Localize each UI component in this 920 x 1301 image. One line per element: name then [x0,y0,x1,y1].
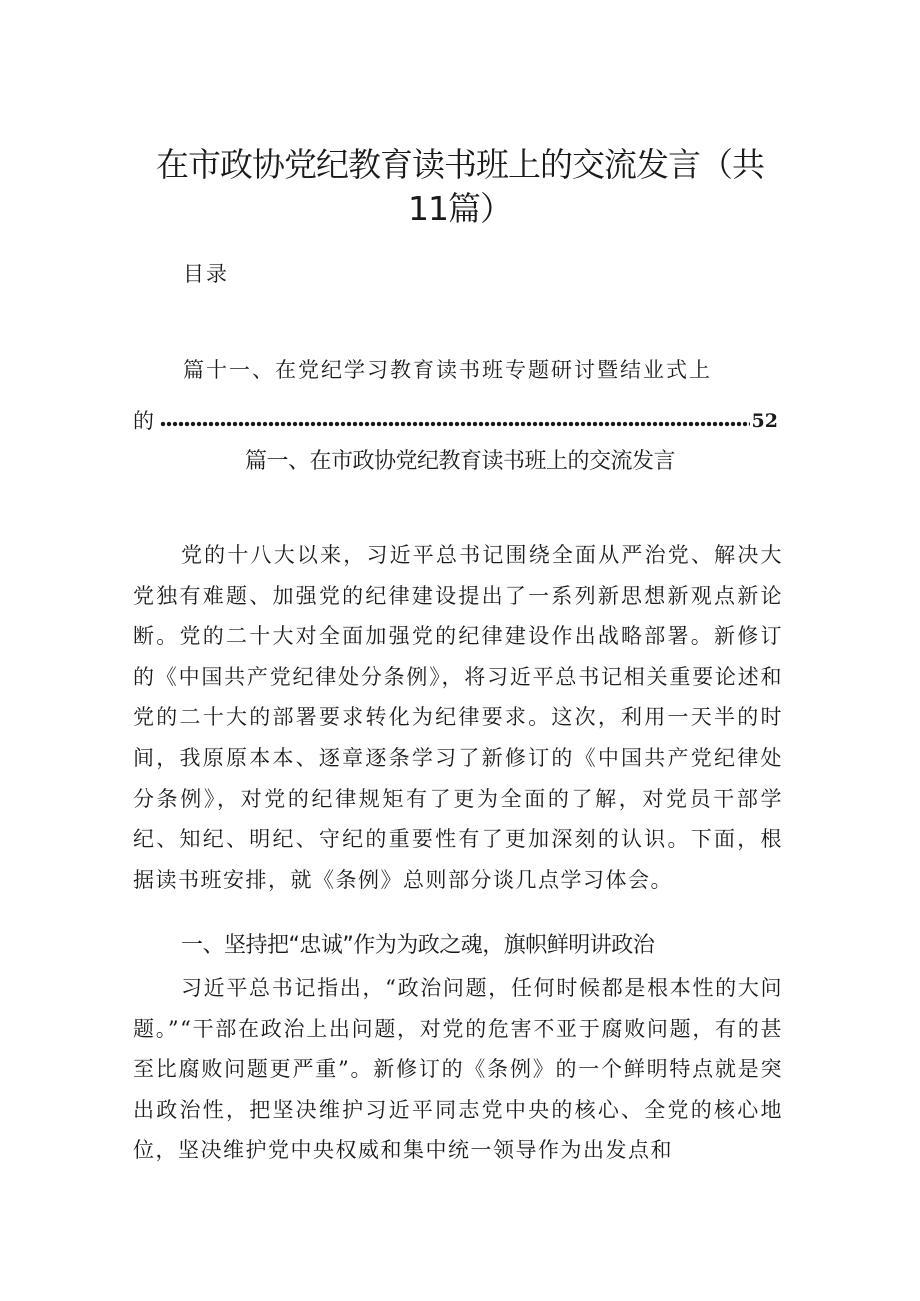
toc-leader-dots [160,421,750,427]
document-title-line-2: 11篇） [408,189,512,228]
toc-entry-text[interactable]: 篇十一、在党纪学习教育读书班专题研讨暨结业式上 [183,358,712,382]
toc-label: 目录 [183,262,229,286]
toc-entry-continuation[interactable] [133,406,778,436]
body-paragraph-2: 习近平总书记指出，“政治问题，任何时候都是根本性的大问题。”“干部在政治上出问题，对党的危害不亚于腐败问题，有的甚至比腐败问题更严重”。新修订的《条例》的一个鲜明特点就是突出政治性，把坚决维护习近平同志党中央的核心、全党的核心地位，坚决维护党中央权威和集中统一领导作为出发点和 [133,976,783,1163]
toc-page-number: 52 [751,410,778,432]
toc-entry-tail: 的 [133,409,156,433]
document-title-line-1: 在市政协党纪教育读书班上的交流发言（共 [156,145,764,184]
body-paragraph-1: 党的十八大以来，习近平总书记围绕全面从严治党、解决大党独有难题、加强党的纪律建设提出了一系列新思想新观点新论断。党的二十大对全面加强党的纪律建设作出战略部署。新修订的《中国共产党纪律处分条例》，将习近平总书记相关重要论述和党的二十大的部署要求转化为纪律要求。这次，利用一天半的时间，我原原本本、逐章逐条学习了新修订的《中国共产党纪律处分条例》，对党的纪律规矩有了更为全面的了解，对党员干部学纪、知纪、明纪、守纪的重要性有了更加深刻的认识。下面，根据读书班安排，就《条例》总则部分谈几点学习体会。 [133,543,783,892]
section-heading: 篇一、在市政协党纪教育读书班上的交流发言 [244,449,675,474]
subheading-1: 一、坚持把“忠诚”作为为政之魂，旗帜鲜明讲政治 [181,933,655,958]
